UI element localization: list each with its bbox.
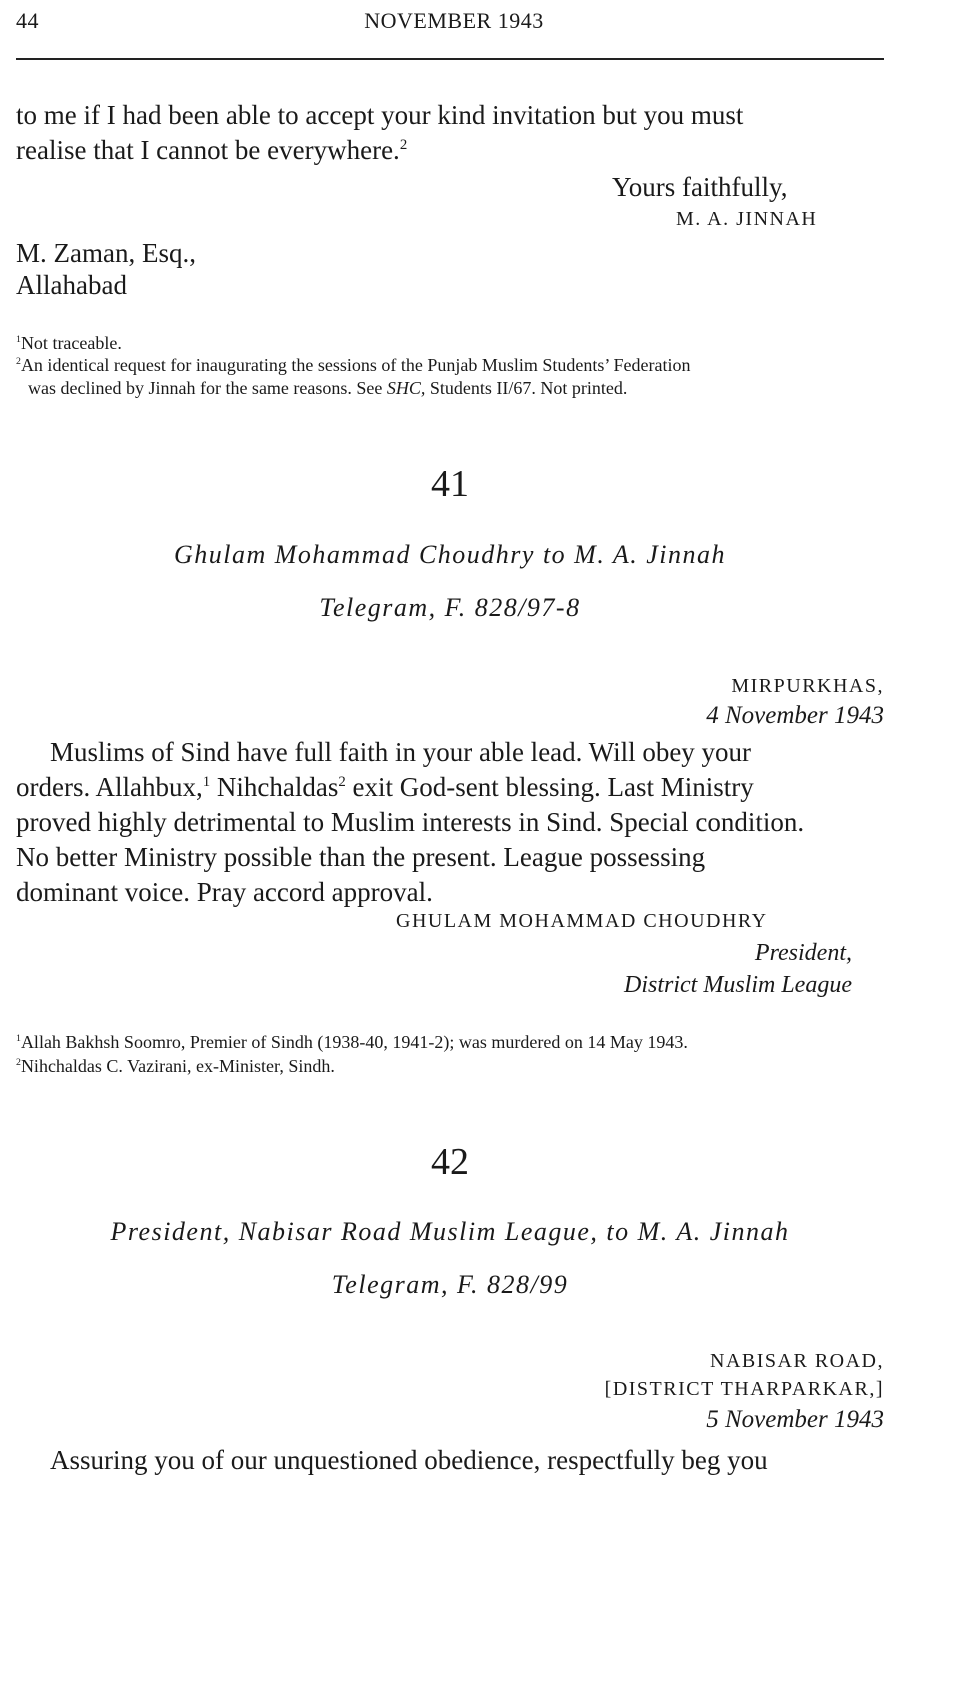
footnote: $^2$Nihchaldas C. Vazirani, ex-Minister, Sindh. bbox=[16, 1056, 335, 1076]
body-line: Assuring you of our unquestioned obedience, respectfully beg you bbox=[50, 1445, 768, 1475]
document-number: 41 bbox=[431, 463, 469, 505]
dateline-place: NABISAR ROAD, bbox=[710, 1350, 884, 1372]
document-source: Telegram, F. 828/99 bbox=[331, 1270, 569, 1299]
body-line: proved highly detrimental to Muslim interests in Sind. Special condition. bbox=[16, 807, 805, 837]
document-number: 42 bbox=[431, 1141, 469, 1183]
dateline-date: 5 November 1943 bbox=[706, 1406, 884, 1433]
page-number: 44 bbox=[16, 8, 39, 33]
addressee-name: M. Zaman, Esq., bbox=[16, 238, 196, 268]
body-line: Muslims of Sind have full faith in your able lead. Will obey your bbox=[50, 737, 752, 767]
body-line: realise that I cannot be everywhere.$^2$ bbox=[16, 135, 408, 165]
footnote-ref: 2 bbox=[399, 137, 408, 153]
signatory-role: President, bbox=[754, 940, 852, 966]
dateline-place: MIRPURKHAS, bbox=[731, 675, 884, 697]
body-line: to me if I had been able to accept your kind invitation but you must bbox=[16, 100, 744, 130]
addressee-place: Allahabad bbox=[16, 270, 127, 300]
footnote-ref: 2 bbox=[338, 774, 346, 790]
dateline-district: [DISTRICT THARPARKAR,] bbox=[604, 1378, 884, 1400]
running-title: NOVEMBER 1943 bbox=[364, 8, 544, 33]
body-line: dominant voice. Pray accord approval. bbox=[16, 877, 433, 907]
header-rule bbox=[16, 58, 884, 60]
signatory-organization: District Muslim League bbox=[624, 972, 852, 998]
signature: M. A. JINNAH bbox=[676, 208, 818, 230]
footnote: $^1$Not traceable. bbox=[16, 333, 122, 353]
body-line: No better Ministry possible than the present. League possessing bbox=[16, 842, 706, 872]
closing: Yours faithfully, bbox=[612, 172, 788, 202]
footnote-continuation: was declined by Jinnah for the same reasons. See SHC, Students II/67. Not printed. bbox=[28, 378, 628, 398]
body-line: orders. Allahbux,$^1$ Nihchaldas$^2$ exit God-sent blessing. Last Ministry bbox=[16, 772, 754, 802]
document-source: Telegram, F. 828/97-8 bbox=[319, 593, 581, 622]
document-title: President, Nabisar Road Muslim League, to M. A. Jinnah bbox=[110, 1217, 790, 1246]
footnote: $^2$An identical request for inaugurating the sessions of the Punjab Muslim Students’ Federation bbox=[16, 355, 691, 375]
footnote-ref: 1 bbox=[202, 774, 211, 790]
footnote: $^1$Allah Bakhsh Soomro, Premier of Sindh (1938-40, 1941-2); was murdered on 14 May 1943. bbox=[16, 1032, 688, 1052]
signatory: GHULAM MOHAMMAD CHOUDHRY bbox=[396, 910, 768, 932]
dateline-date: 4 November 1943 bbox=[706, 702, 884, 729]
document-title: Ghulam Mohammad Choudhry to M. A. Jinnah bbox=[173, 540, 727, 569]
